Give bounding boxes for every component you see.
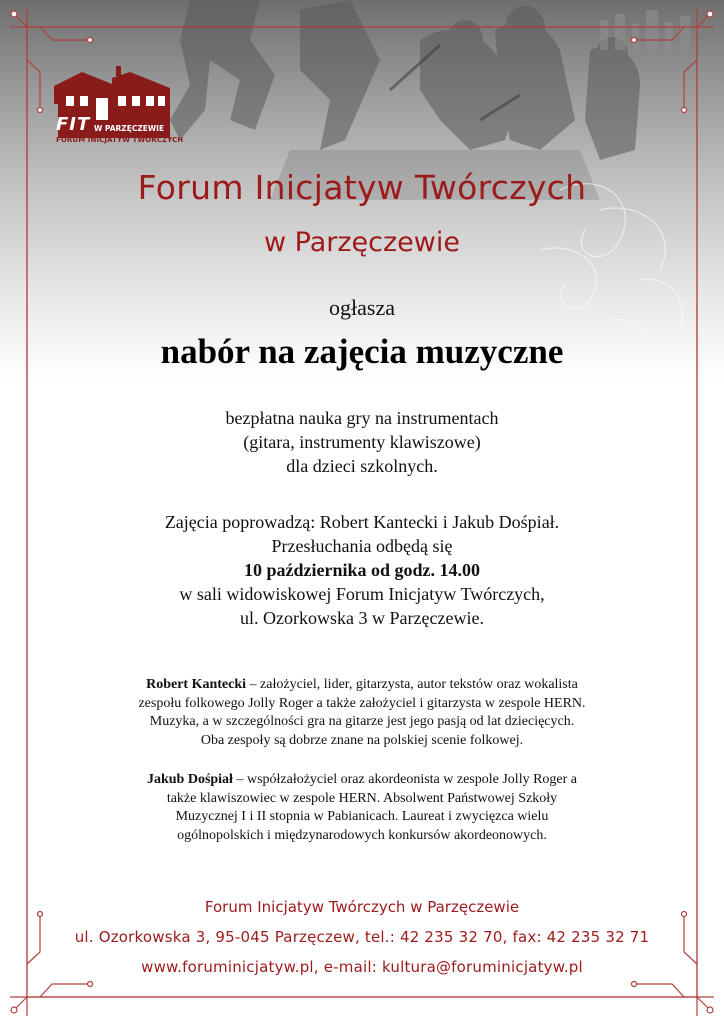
bio-line [0, 676, 724, 695]
bio-line [0, 771, 724, 790]
bio-robert-kantecki [0, 676, 724, 750]
bio-text: – założyciel, lider, gitarzysta, autor tekstów oraz wokalista [246, 677, 578, 692]
audition-date: 10 października od godz. 14.00 [243, 560, 480, 580]
bio-line: także klawiszowiec w zespole HERN. Absolwent Państwowej Szkoły [166, 790, 558, 806]
organization-title: Forum Inicjatyw Twórczych [137, 168, 587, 207]
details-line: Zajęcia poprowadzą: Robert Kantecki i Jakub Dośpiał. [164, 512, 560, 532]
announces-text: ogłasza [329, 295, 395, 320]
bio-name: Robert Kantecki [146, 677, 247, 692]
description-line: dla dzieci szkolnych. [286, 456, 438, 476]
bio-text: – współzałożyciel oraz akordeonista w zespole Jolly Roger a [232, 772, 578, 787]
organization-subtitle: w Parzęczewie [264, 227, 460, 258]
footer-organization: Forum Inicjatyw Twórczych w Parzęczewie [204, 898, 520, 916]
details-line: Przesłuchania odbędą się [271, 536, 453, 556]
description-line: (gitara, instrumenty klawiszowe) [243, 432, 481, 452]
bio-name: Jakub Dośpiał [146, 772, 233, 787]
bio-line: zespołu folkowego Jolly Roger a także założyciel i gitarzysta w zespole HERN. [138, 695, 586, 711]
details-line: ul. Ozorkowska 3 w Parzęczewie. [240, 608, 484, 628]
course-description [0, 406, 724, 478]
footer-address: ul. Ozorkowska 3, 95-045 Parzęczew, tel.: 42 235 32 70, fax: 42 235 32 71 [74, 928, 650, 946]
bio-line: ogólnopolskich i międzynarodowych konkursów akordeonowych. [177, 827, 547, 843]
bio-jakub-dospial [0, 771, 724, 845]
details-line: w sali widowiskowej Forum Inicjatyw Twórczych, [179, 584, 545, 604]
headline: nabór na zajęcia muzyczne [160, 332, 564, 371]
logo-abbreviation: FIT [56, 114, 91, 135]
description-line: bezpłatna nauka gry na instrumentach [225, 408, 499, 428]
bio-line: Oba zespoły są dobrze znane na polskiej scenie folkowej. [200, 732, 524, 748]
logo-place-text: W PARZĘCZEWIE [94, 124, 165, 133]
logo-tagline: FORUM INICJATYW TWÓRCZYCH [56, 136, 184, 144]
bio-line: Muzycznej I i II stopnia w Pabianicach. Laureat i zwycięzca wielu [175, 809, 549, 824]
bio-line: Muzyka, a w szczególności gra na gitarze jest jego pasją od lat dziecięcych. [149, 714, 575, 729]
footer-web-email: www.foruminicjatyw.pl, e-mail: kultura@foruminicjatyw.pl [141, 958, 583, 976]
course-details [0, 510, 724, 630]
